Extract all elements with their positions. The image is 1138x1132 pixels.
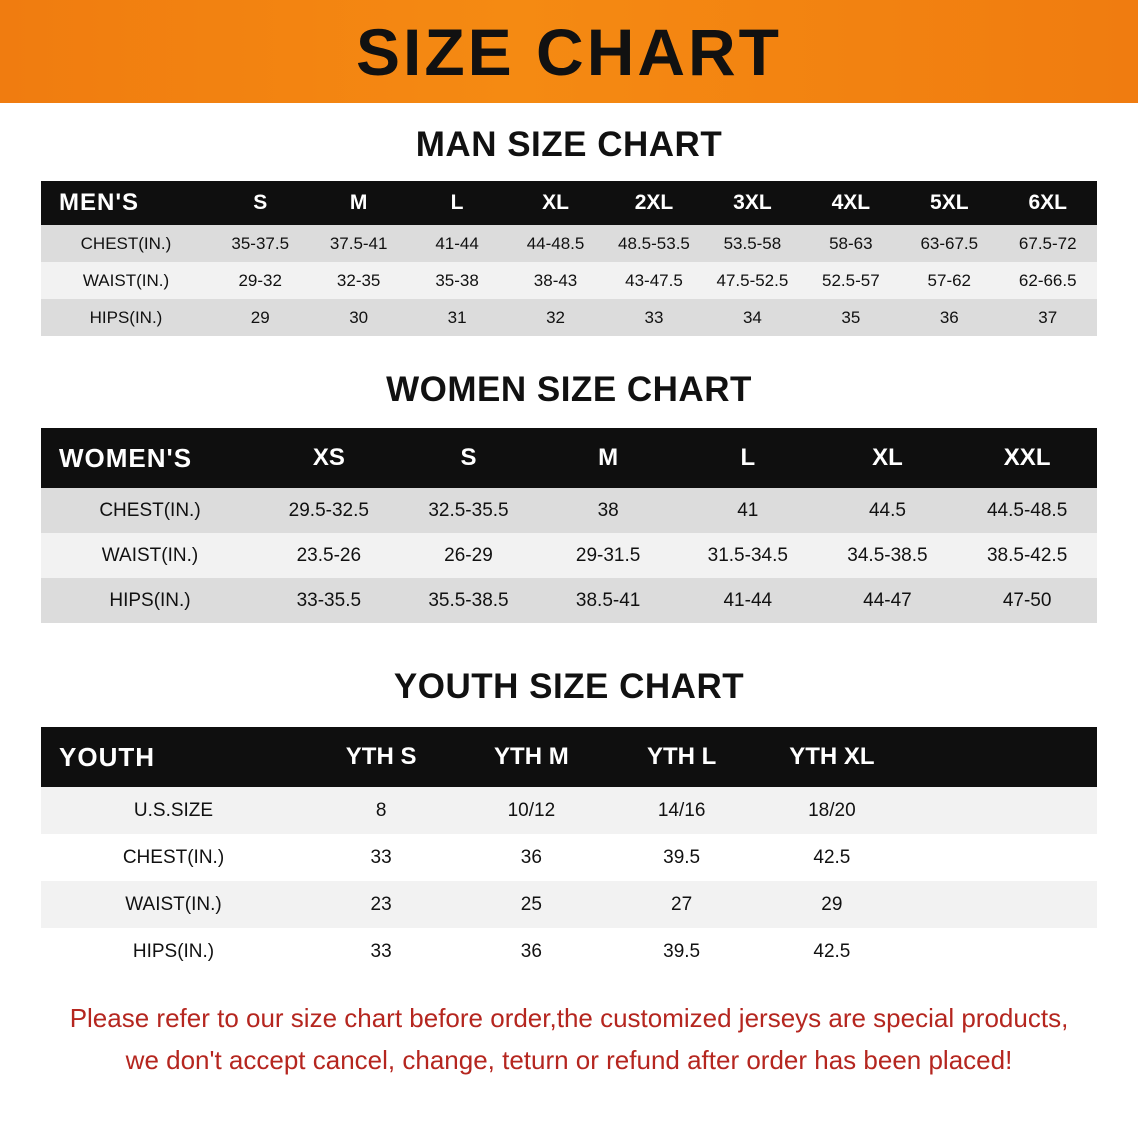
table-cell: 34 <box>742 307 762 327</box>
table-row <box>41 881 1097 928</box>
column-header: 2XL <box>634 191 674 214</box>
column-header: 5XL <box>930 191 969 214</box>
table-header-row <box>41 428 1097 488</box>
table-row <box>41 834 1097 881</box>
table-row <box>41 299 1097 336</box>
table-cell: 35 <box>841 307 861 327</box>
row-label: WAIST(IN.) <box>101 544 199 566</box>
row-label: WAIST(IN.) <box>125 893 222 915</box>
table-cell: 44.5 <box>868 499 906 521</box>
table-row <box>41 262 1097 299</box>
women-size-table <box>41 428 1097 623</box>
table-cell: 14/16 <box>657 799 706 821</box>
page-banner <box>0 0 1138 103</box>
table-cell: 42.5 <box>813 846 851 868</box>
table-cell: 47-50 <box>1002 589 1052 611</box>
column-header: XL <box>872 444 903 471</box>
row-label: U.S.SIZE <box>133 799 214 821</box>
table-cell: 57-62 <box>927 270 972 290</box>
policy-note <box>69 997 1069 1081</box>
table-cell: 43-47.5 <box>625 270 683 290</box>
column-header: S <box>253 191 268 214</box>
table-cell: 27 <box>671 893 693 915</box>
spacer-cell <box>907 881 1097 928</box>
youth-size-table <box>41 727 1097 975</box>
table-cell: 10/12 <box>507 799 556 821</box>
table-cell: 33 <box>644 307 664 327</box>
table-cell: 42.5 <box>813 940 851 962</box>
table-cell: 34.5-38.5 <box>847 544 928 566</box>
table-cell: 38.5-42.5 <box>986 544 1068 566</box>
row-label: CHEST(IN.) <box>122 846 225 868</box>
spacer-cell <box>907 928 1097 975</box>
table-cell: 47.5-52.5 <box>716 270 789 290</box>
column-header: S <box>460 444 477 471</box>
column-header: XXL <box>1003 444 1051 471</box>
table-cell: 67.5-72 <box>1018 233 1077 253</box>
table-header-row <box>41 727 1097 787</box>
man-size-table-wrapper <box>41 181 1097 336</box>
table-cell: 29.5-32.5 <box>288 499 369 521</box>
table-cell: 48.5-53.5 <box>618 233 690 253</box>
table-cell: 44-48.5 <box>526 233 585 253</box>
table-cell: 41 <box>737 499 759 521</box>
women-corner-label: WOMEN'S <box>59 442 193 473</box>
table-cell: 38 <box>597 499 619 521</box>
table-cell: 39.5 <box>663 846 701 868</box>
women-section-title: WOMEN SIZE CHART <box>386 370 752 409</box>
table-cell: 32 <box>546 307 565 327</box>
column-header: YTH XL <box>789 743 875 770</box>
column-header: YTH L <box>646 743 717 770</box>
table-row <box>41 533 1097 578</box>
table-cell: 29-32 <box>238 270 282 290</box>
table-cell: 35.5-38.5 <box>428 589 509 611</box>
table-cell: 23.5-26 <box>296 544 362 566</box>
man-section-title: MAN SIZE CHART <box>415 125 723 164</box>
table-row <box>41 787 1097 834</box>
column-header: YTH S <box>345 743 417 770</box>
table-header-row <box>41 181 1097 225</box>
table-cell: 36 <box>939 307 959 327</box>
table-cell: 33 <box>370 940 392 962</box>
spacer-cell <box>907 834 1097 881</box>
policy-note-line-1: Please refer to our size chart before order,the customized jerseys are special products, <box>69 1003 1069 1033</box>
column-header: M <box>598 444 619 471</box>
spacer-cell <box>907 787 1097 834</box>
table-cell: 41-44 <box>435 233 479 253</box>
youth-size-table-wrapper <box>41 727 1097 975</box>
column-header: 4XL <box>831 191 871 214</box>
spacer-cell <box>907 727 1097 787</box>
table-cell: 44-47 <box>863 589 912 611</box>
table-cell: 31.5-34.5 <box>707 544 788 566</box>
table-cell: 8 <box>375 799 387 821</box>
table-cell: 35-37.5 <box>231 233 290 253</box>
table-row <box>41 225 1097 262</box>
women-size-table-wrapper <box>41 428 1097 623</box>
table-cell: 18/20 <box>808 799 856 821</box>
table-cell: 29 <box>821 893 843 915</box>
table-cell: 53.5-58 <box>723 233 782 253</box>
column-header: M <box>349 191 368 214</box>
table-cell: 38-43 <box>533 270 578 290</box>
table-cell: 36 <box>520 846 542 868</box>
row-label: CHEST(IN.) <box>99 499 201 521</box>
table-cell: 32.5-35.5 <box>428 499 509 521</box>
table-cell: 44.5-48.5 <box>986 499 1068 521</box>
column-header: L <box>740 444 756 471</box>
row-label: HIPS(IN.) <box>89 307 163 327</box>
row-label: CHEST(IN.) <box>80 233 172 253</box>
row-label: HIPS(IN.) <box>109 589 191 611</box>
table-row <box>41 488 1097 533</box>
table-cell: 52.5-57 <box>822 270 880 290</box>
youth-section-title: YOUTH SIZE CHART <box>393 667 745 706</box>
row-label: HIPS(IN.) <box>132 940 215 962</box>
policy-note-line-2: we don't accept cancel, change, teturn or refund after order has been placed! <box>125 1045 1013 1076</box>
table-cell: 63-67.5 <box>920 233 979 253</box>
table-cell: 41-44 <box>723 589 773 611</box>
table-cell: 31 <box>447 307 467 327</box>
table-cell: 32-35 <box>336 270 381 290</box>
table-cell: 58-63 <box>829 233 873 253</box>
column-header: XL <box>542 191 569 214</box>
man-size-table <box>41 181 1097 336</box>
row-label: WAIST(IN.) <box>82 270 170 290</box>
column-header: L <box>450 191 464 214</box>
table-cell: 37 <box>1038 307 1058 327</box>
table-cell: 38.5-41 <box>575 589 641 611</box>
table-cell: 36 <box>520 940 542 962</box>
table-cell: 62-66.5 <box>1018 270 1077 290</box>
column-header: XS <box>312 444 345 471</box>
table-cell: 26-29 <box>444 544 493 566</box>
table-cell: 30 <box>349 307 369 327</box>
table-cell: 37.5-41 <box>329 233 388 253</box>
table-cell: 33 <box>370 846 392 868</box>
page-title: SIZE CHART <box>356 14 782 89</box>
table-cell: 39.5 <box>663 940 701 962</box>
table-cell: 33-35.5 <box>296 589 362 611</box>
column-header: 3XL <box>733 191 772 214</box>
table-cell: 29-31.5 <box>575 544 641 566</box>
table-cell: 25 <box>520 893 542 915</box>
column-header: 6XL <box>1028 191 1067 214</box>
table-cell: 35-38 <box>435 270 479 290</box>
table-cell: 23 <box>370 893 392 915</box>
table-cell: 29 <box>250 307 270 327</box>
youth-corner-label: YOUTH <box>59 741 155 772</box>
table-row <box>41 928 1097 975</box>
table-row <box>41 578 1097 623</box>
column-header: YTH M <box>494 743 569 770</box>
men-corner-label: MEN'S <box>59 189 140 216</box>
